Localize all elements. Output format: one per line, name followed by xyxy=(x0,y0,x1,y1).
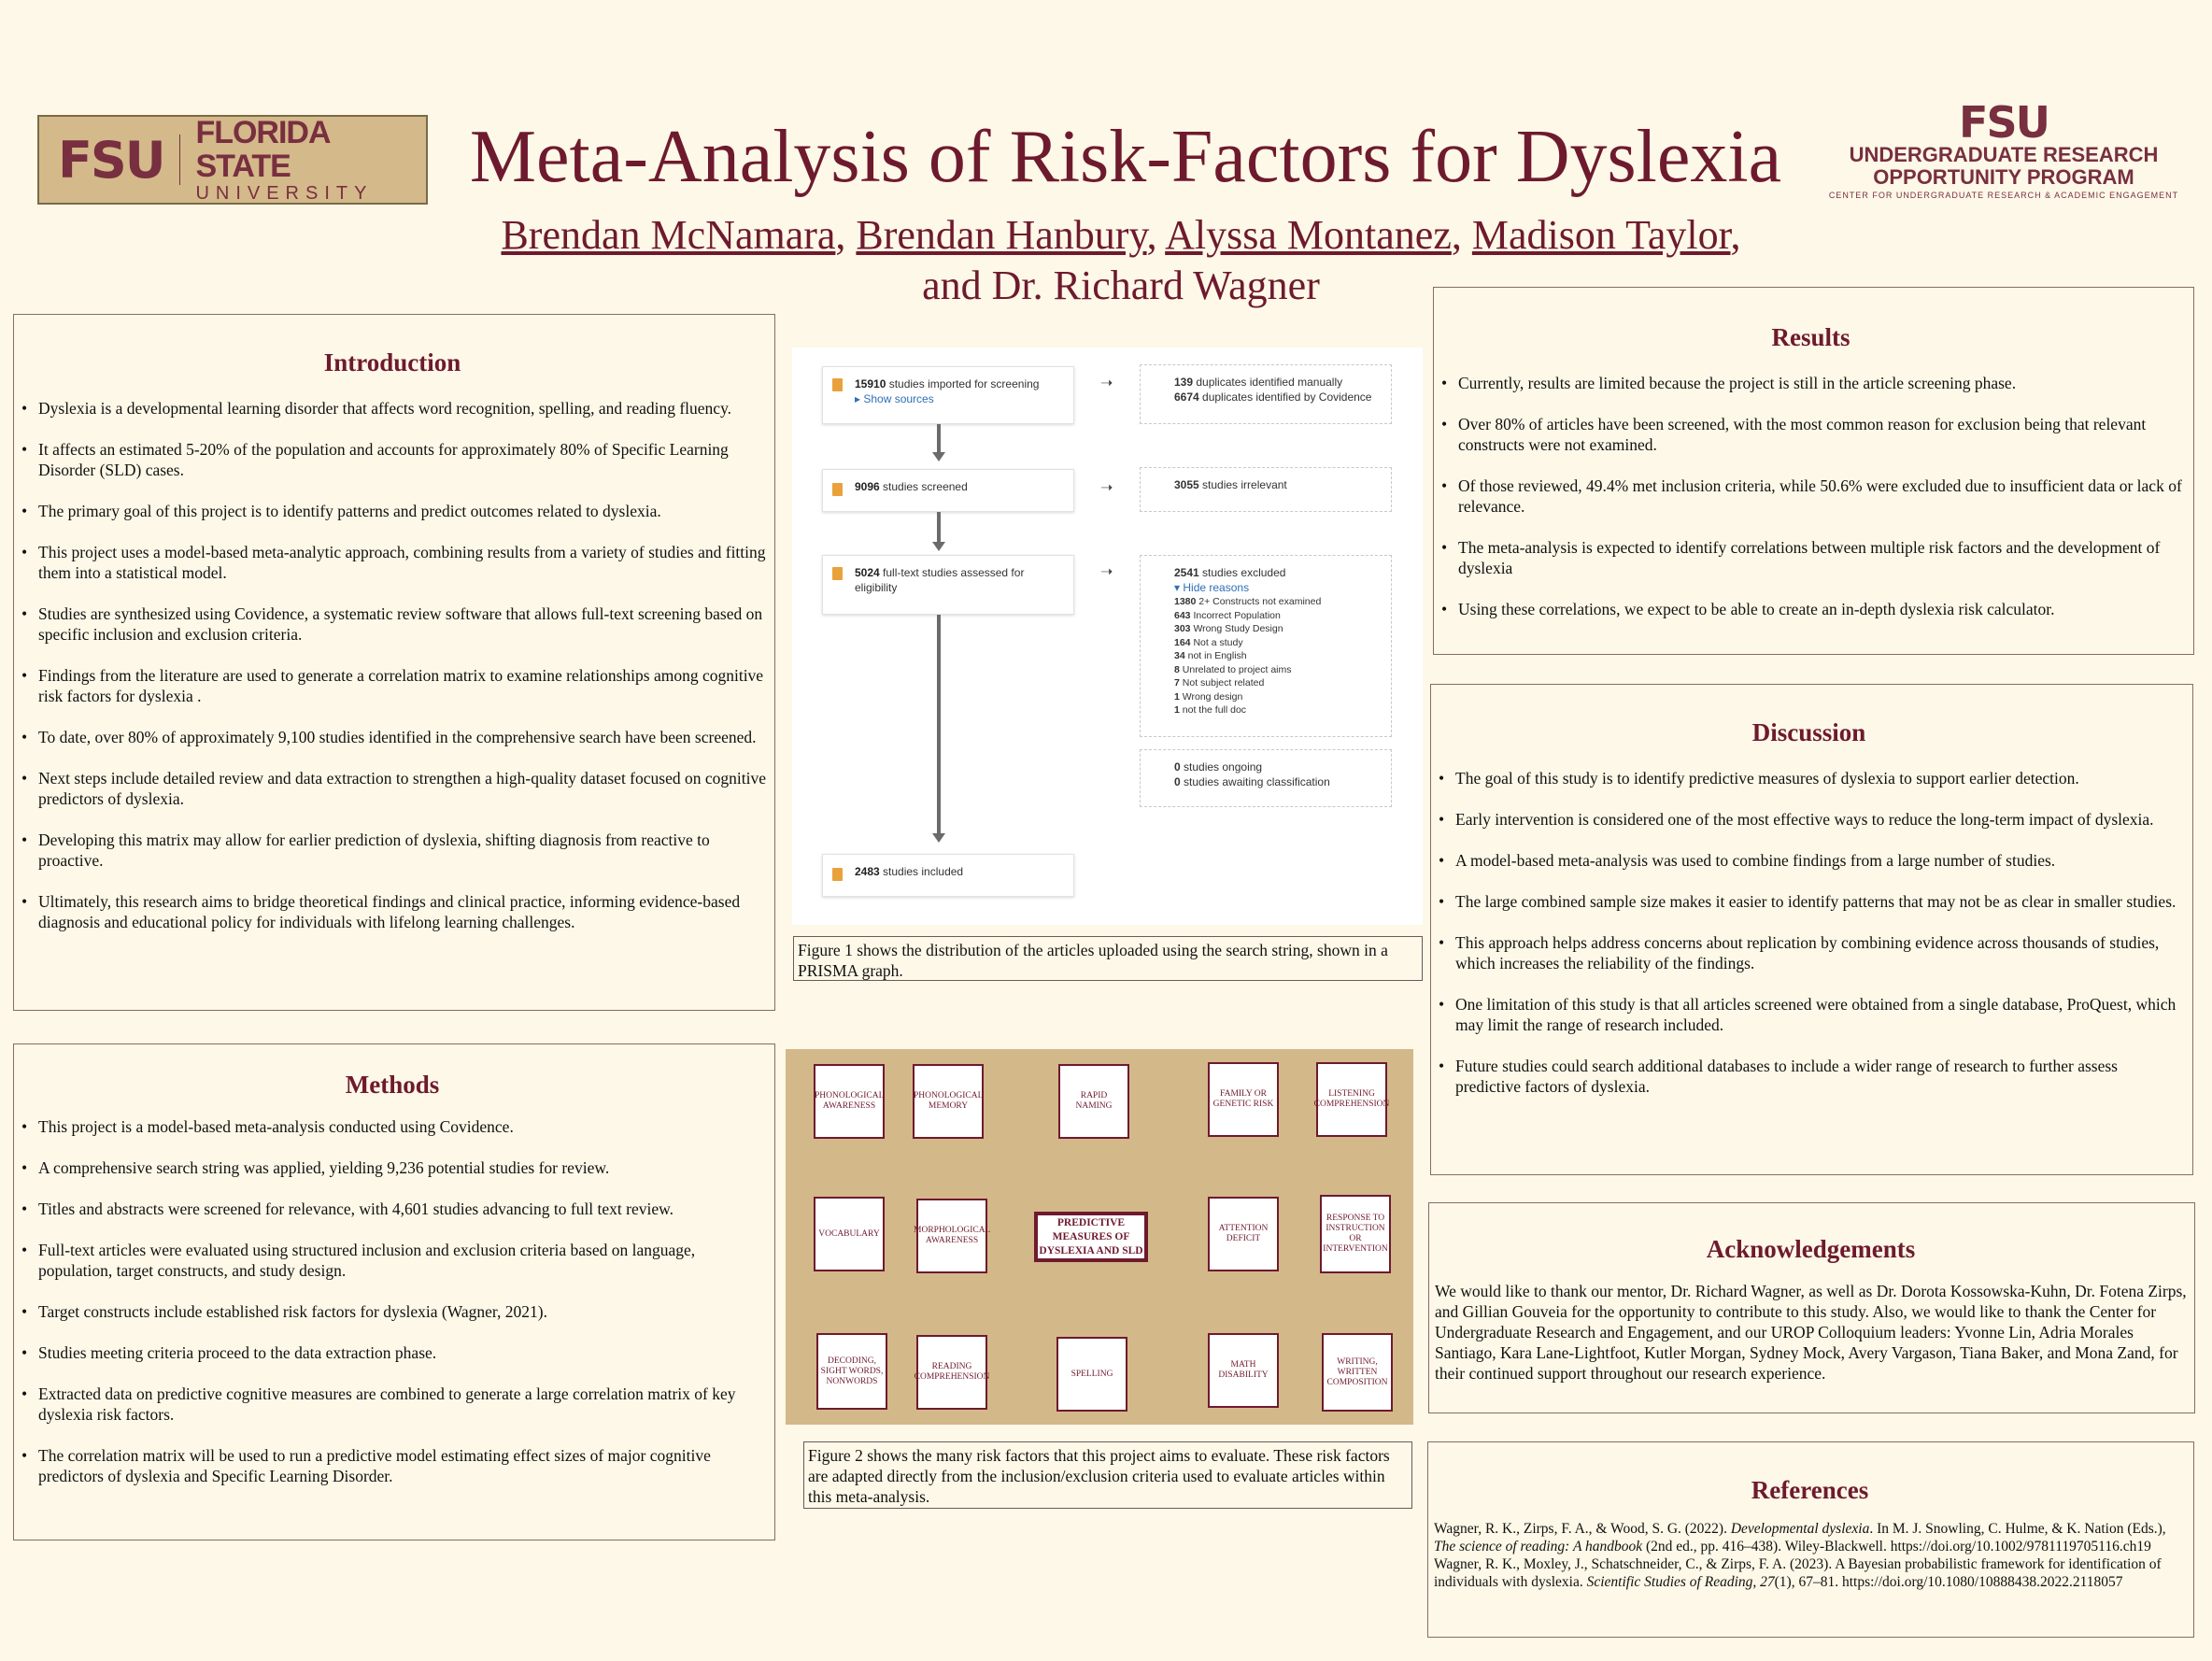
author-line-2: and Dr. Richard Wagner xyxy=(922,263,1320,308)
risk-factor-box: SPELLING xyxy=(1056,1337,1127,1412)
risk-factor-box: VOCABULARY xyxy=(814,1197,885,1271)
reason-item: 303 Wrong Study Design xyxy=(1174,623,1283,634)
reason-item: 1 Wrong design xyxy=(1174,690,1243,703)
prisma-diagram xyxy=(792,348,1423,925)
introduction-list xyxy=(18,398,767,932)
list-item: • Studies meeting criteria proceed to the data extraction phase. xyxy=(18,1342,767,1363)
list-item: • Full-text articles were evaluated using structured inclusion and exclusion criteria based on language, population, target constructs, and study design. xyxy=(18,1240,767,1281)
list-item: • This project is a model-based meta-analysis conducted using Covidence. xyxy=(18,1116,767,1137)
list-item: • One limitation of this study is that all articles screened were obtained from a single database, ProQuest, which may limit the range of research included. xyxy=(1435,994,2183,1035)
list-item: • Currently, results are limited because the project is still in the article screening phase. xyxy=(1438,373,2184,393)
arrow-right-icon: ➝ xyxy=(1100,562,1113,580)
prisma-count: 2541 xyxy=(1174,566,1199,579)
discussion-heading: Discussion xyxy=(1751,718,1866,746)
risk-factor-box: WRITING, WRITTEN COMPOSITION xyxy=(1322,1333,1393,1412)
prisma-box-included xyxy=(822,854,1074,897)
list-item: • Early intervention is considered one of the most effective ways to reduce the long-term impact of dyslexia. xyxy=(1435,809,2183,830)
risk-factor-box: FAMILY OR GENETIC RISK xyxy=(1208,1062,1279,1137)
methods-panel xyxy=(13,1043,775,1540)
list-item: • Over 80% of articles have been screened, with the most common reason for exclusion being that relevant constructs were not examined. xyxy=(1438,414,2184,455)
arrow-down-icon xyxy=(932,542,945,551)
risk-factor-box: LISTENING COMPREHENSION xyxy=(1316,1062,1387,1137)
fsu-logo xyxy=(37,115,428,205)
list-item: • Titles and abstracts were screened for relevance, with 4,601 studies advancing to full text review. xyxy=(18,1199,767,1219)
reason-item: 1380 2+ Constructs not examined xyxy=(1174,596,1322,607)
references-heading: References xyxy=(1751,1476,1869,1504)
results-list xyxy=(1438,373,2184,619)
risk-factor-box: MORPHOLOGICAL AWARENESS xyxy=(916,1199,987,1273)
list-item: • The goal of this study is to identify predictive measures of dyslexia to support earlier detection. xyxy=(1435,768,2183,788)
prisma-label: studies screened xyxy=(879,480,968,493)
arrow-right-icon: ➝ xyxy=(1100,374,1113,391)
prisma-label: studies excluded xyxy=(1198,566,1286,579)
prisma-box-excluded xyxy=(1140,555,1392,737)
arrow-down-icon xyxy=(932,452,945,461)
urop-logo-mark: FSU xyxy=(1959,97,2049,148)
list-item: • Extracted data on predictive cognitive measures are combined to generate a large correlation matrix of key dyslexia risk factors. xyxy=(18,1384,767,1425)
list-item: • Next steps include detailed review and data extraction to strengthen a high-quality dataset focused on cognitive predictors of dyslexia. xyxy=(18,768,767,809)
list-item: • It affects an estimated 5-20% of the population and accounts for approximately 80% of Specific Learning Disorder (SLD) cases. xyxy=(18,439,767,480)
document-icon xyxy=(832,567,843,580)
list-item: • The meta-analysis is expected to identify correlations between multiple risk factors and the development of dyslexia xyxy=(1438,537,2184,578)
urop-logo-line2: OPPORTUNITY PROGRAM xyxy=(1873,165,2134,189)
prisma-count: 139 xyxy=(1174,376,1194,389)
methods-list xyxy=(18,1116,767,1486)
document-icon xyxy=(832,378,843,391)
flow-line xyxy=(937,615,941,835)
risk-factor-box: RESPONSE TO INSTRUCTION OR INTERVENTION xyxy=(1320,1195,1391,1273)
list-item: • The large combined sample size makes it easier to identify patterns that may not be as clear in smaller studies. xyxy=(1435,891,2183,912)
fsu-logo-name-line2: UNIVERSITY xyxy=(195,183,374,204)
prisma-label: duplicates identified by Covidence xyxy=(1198,390,1372,404)
reason-item: 1 not the full doc xyxy=(1174,704,1247,716)
prisma-count: 3055 xyxy=(1174,478,1199,491)
prisma-label: studies irrelevant xyxy=(1198,478,1287,491)
list-item: • Future studies could search additional databases to include a wider range of research to further assess predictive factors of dyslexia. xyxy=(1435,1056,2183,1097)
prisma-count: 5024 xyxy=(855,566,880,579)
list-item: • Using these correlations, we expect to be able to create an in-depth dyslexia risk calculator. xyxy=(1438,599,2184,619)
poster-title: Meta-Analysis of Risk-Factors for Dyslexia xyxy=(469,116,1782,198)
introduction-panel xyxy=(13,314,775,1011)
prisma-box-duplicates xyxy=(1140,364,1392,424)
reason-item: 164 Not a study xyxy=(1174,636,1243,648)
list-item: • This project uses a model-based meta-analytic approach, combining results from a variety of studies and fitting them into a statistical model. xyxy=(18,542,767,583)
prisma-label: full-text studies assessed for eligibility xyxy=(855,566,1025,594)
fsu-logo-mark: FSU xyxy=(58,130,164,190)
prisma-box-fulltext xyxy=(822,555,1074,615)
reason-item: 8 Unrelated to project aims xyxy=(1174,663,1292,675)
prisma-label: studies awaiting classification xyxy=(1180,775,1330,788)
list-item: • A comprehensive search string was applied, yielding 9,236 potential studies for review. xyxy=(18,1157,767,1178)
methods-heading: Methods xyxy=(345,1071,440,1099)
list-item: • Findings from the literature are used to generate a correlation matrix to examine relationships among cognitive risk factors for dyslexia . xyxy=(18,665,767,706)
reason-item: 643 Incorrect Population xyxy=(1174,609,1281,621)
prisma-count: 15910 xyxy=(855,377,886,390)
list-item: • Studies are synthesized using Covidence, a systematic review software that allows full-text screening based on specific inclusion and exclusion criteria. xyxy=(18,603,767,645)
urop-logo-line1: UNDERGRADUATE RESEARCH xyxy=(1849,143,2159,166)
introduction-heading: Introduction xyxy=(323,348,461,376)
results-panel xyxy=(1433,287,2194,655)
author-line-1: Brendan McNamara, Brendan Hanbury, Alyssa Montanez, Madison Taylor, xyxy=(501,212,1741,258)
acknowledgements-text: We would like to thank our mentor, Dr. Richard Wagner, as well as Dr. Dorota Kossowska-Kuhn, Dr. Fotena Zirps, and Gillian Gouveia for the opportunity to contribute to this study. Also, we would like to thank the Center for Undergraduate Research and Engagement, and our UROP Colloquium leaders: Yvonne Lin, Adria Morales Santiago, Kara Lane-Lightfoot, Kutler Morgan, Sydney Mock, Avery Vargason, Tiana Baker, and Mona Zand, for their continued support throughout our research experience. xyxy=(1435,1282,2187,1383)
flow-line xyxy=(937,424,941,454)
reason-item: 34 not in English xyxy=(1174,650,1247,661)
urop-logo-line3: CENTER FOR UNDERGRADUATE RESEARCH & ACADEMIC ENGAGEMENT xyxy=(1828,191,2179,200)
document-icon xyxy=(832,868,843,881)
fsu-logo-name xyxy=(195,116,407,204)
risk-factors-diagram xyxy=(786,1049,1413,1425)
list-item: • A model-based meta-analysis was used to combine findings from a large number of studies. xyxy=(1435,850,2183,871)
urop-logo xyxy=(1817,97,2191,204)
document-icon xyxy=(832,483,843,496)
prisma-label: duplicates identified manually xyxy=(1193,376,1343,389)
arrow-right-icon: ➝ xyxy=(1100,478,1113,496)
author-name: Brendan Hanbury xyxy=(856,212,1147,258)
discussion-panel xyxy=(1430,684,2193,1175)
discussion-list xyxy=(1435,768,2183,1097)
prisma-label: studies included xyxy=(879,865,964,878)
prisma-box-ongoing xyxy=(1140,749,1392,807)
prisma-label: studies ongoing xyxy=(1180,760,1263,774)
show-sources-label: Show sources xyxy=(863,392,934,405)
figure-1-caption: Figure 1 shows the distribution of the articles uploaded using the search string, shown in a PRISMA graph. xyxy=(793,936,1423,981)
prisma-count: 0 xyxy=(1174,760,1181,774)
list-item: • Of those reviewed, 49.4% met inclusion criteria, while 50.6% were excluded due to insufficient data or lack of relevance. xyxy=(1438,476,2184,517)
list-item: • The correlation matrix will be used to run a predictive model estimating effect sizes of major cognitive predictors of dyslexia and Specific Learning Disorder. xyxy=(18,1445,767,1486)
list-item: • This approach helps address concerns about replication by combining evidence across thousands of studies, which increases the reliability of the findings. xyxy=(1435,932,2183,973)
fsu-logo-divider xyxy=(179,135,181,185)
risk-factor-box: RAPID NAMING xyxy=(1058,1064,1129,1139)
prisma-count: 0 xyxy=(1174,775,1181,788)
references-panel xyxy=(1427,1441,2194,1638)
risk-factors-center: PREDICTIVE MEASURES OF DYSLEXIA AND SLD xyxy=(1034,1212,1148,1262)
results-heading: Results xyxy=(1771,323,1850,351)
prisma-count: 9096 xyxy=(855,480,880,493)
author-name: Madison Taylor xyxy=(1471,212,1731,258)
author-name: Alyssa Montanez xyxy=(1165,212,1452,258)
risk-factor-box: DECODING, SIGHT WORDS, NONWORDS xyxy=(816,1333,887,1410)
prisma-box-irrelevant xyxy=(1140,467,1392,512)
acknowledgements-heading: Acknowledgements xyxy=(1706,1235,1916,1263)
prisma-count: 6674 xyxy=(1174,390,1199,404)
acknowledgements-panel xyxy=(1428,1202,2195,1413)
author-name: Brendan McNamara xyxy=(501,212,836,258)
reference-item: Wagner, R. K., Moxley, J., Schatschneider, C., & Zirps, F. A. (2023). A Bayesian probabilistic framework for identification of individuals with dyslexia. Scientific Studies of Reading, 27(1), 67–81. https://doi.org/10.1080/10888438.2022.2118057 xyxy=(1434,1556,2162,1590)
prisma-box-screened xyxy=(822,469,1074,512)
risk-factor-box: READING COMPREHENSION xyxy=(916,1335,987,1410)
prisma-count: 2483 xyxy=(855,865,880,878)
risk-factor-box: ATTENTION DEFICIT xyxy=(1208,1197,1279,1271)
figure-2-caption: Figure 2 shows the many risk factors that this project aims to evaluate. These risk factors are adapted directly from the inclusion/exclusion criteria used to evaluate articles within this meta-analysis. xyxy=(803,1441,1412,1509)
list-item: • To date, over 80% of approximately 9,100 studies identified in the comprehensive search have been screened. xyxy=(18,727,767,747)
list-item: • Developing this matrix may allow for earlier prediction of dyslexia, shifting diagnosis from reactive to proactive. xyxy=(18,830,767,871)
exclusion-reasons xyxy=(1174,595,1382,717)
hide-reasons-label: Hide reasons xyxy=(1183,581,1250,594)
list-item: • Ultimately, this research aims to bridge theoretical findings and clinical practice, informing evidence-based diagnosis and educational policy for individuals with lifelong learning challenges. xyxy=(18,891,767,932)
reference-item: Wagner, R. K., Zirps, F. A., & Wood, S. G. (2022). Developmental dyslexia. In M. J. Snowling, C. Hulme, & K. Nation (Eds.), The science of reading: A handbook (2nd ed., pp. 416–438). Wiley-Blackwell. https://doi.org/10.1002/9781119705116.ch19 xyxy=(1434,1521,2166,1555)
prisma-label: studies imported for screening xyxy=(886,377,1040,390)
risk-factor-box: PHONOLOGICAL MEMORY xyxy=(913,1064,984,1139)
list-item: • Dyslexia is a developmental learning disorder that affects word recognition, spelling, and reading fluency. xyxy=(18,398,767,419)
list-item: • The primary goal of this project is to identify patterns and predict outcomes related to dyslexia. xyxy=(18,501,767,521)
risk-factor-box: MATH DISABILITY xyxy=(1208,1333,1279,1408)
risk-factor-box: PHONOLOGICAL AWARENESS xyxy=(814,1064,885,1139)
show-sources-link[interactable]: ▸ Show sources xyxy=(855,392,934,405)
reason-item: 7 Not subject related xyxy=(1174,677,1265,689)
fsu-logo-name-line1: FLORIDA STATE xyxy=(195,115,330,184)
flow-line xyxy=(937,512,941,544)
list-item: • Target constructs include established risk factors for dyslexia (Wagner, 2021). xyxy=(18,1301,767,1322)
prisma-box-imported xyxy=(822,366,1074,424)
arrow-down-icon xyxy=(932,833,945,843)
hide-reasons-link[interactable]: ▾ Hide reasons xyxy=(1174,581,1250,594)
